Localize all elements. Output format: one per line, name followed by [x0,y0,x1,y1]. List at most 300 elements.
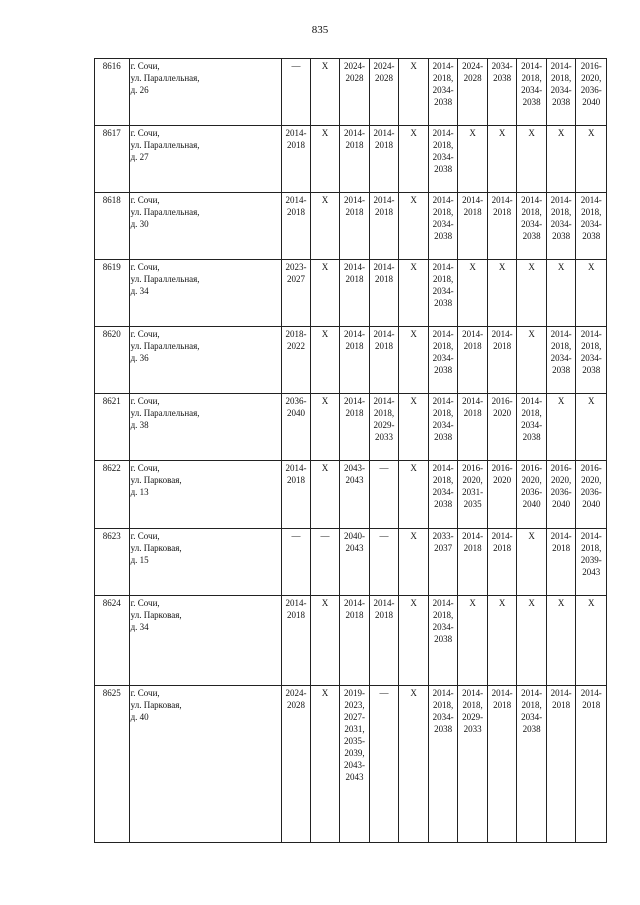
period-line: 2039, [344,748,365,758]
period-line: 2043- [344,463,366,473]
period-line: 2034- [521,712,543,722]
address-cell [129,59,282,126]
table-row [95,461,607,529]
period-cell [399,686,429,843]
period-cell [399,260,429,327]
period-cell [517,461,547,529]
period-line: 2014- [580,329,602,339]
address-cell [129,193,282,260]
period-line: 2024- [285,688,307,698]
period-line: 2014- [462,531,484,541]
period-line: 2038 [522,97,541,107]
period-cell [458,686,488,843]
address-line: г. Сочи, [130,329,160,339]
period-line: 2016- [491,463,513,473]
period-line: 2034- [521,219,543,229]
period-line: 2014- [344,329,366,339]
period-line: X [321,396,329,406]
period-cell [310,686,340,843]
period-line: 2018, [432,475,454,485]
address-line: ул. Параллельная, [130,408,200,418]
period-line: 2024- [344,61,366,71]
row-number-cell: 8620 [95,327,130,394]
period-cell [428,59,458,126]
period-line: 2018 [375,341,394,351]
address-line: д. 34 [130,286,149,296]
period-cell [458,260,488,327]
period-line: 2014- [432,195,454,205]
period-line: 2014- [521,195,543,205]
period-cell [517,126,547,193]
period-line: 2018, [581,207,602,217]
period-line: 2024- [373,61,395,71]
period-line: 2038 [552,365,571,375]
period-cell [487,260,517,327]
period-line: 2016- [580,463,602,473]
period-line: 2014- [550,688,572,698]
period-cell [310,461,340,529]
period-line: 2034- [521,85,543,95]
period-line: 2018 [463,543,482,553]
period-line: 2040 [287,408,306,418]
period-cell [282,260,311,327]
period-line: 2018, [432,274,454,284]
period-line: 2018, [521,207,542,217]
period-line: 2033- [432,531,454,541]
period-cell [282,686,311,843]
period-cell [458,126,488,193]
period-line: X [528,128,535,138]
period-line: — [291,531,301,541]
period-line: 2034- [550,353,572,363]
period-line: X [321,463,329,473]
period-line: 2014- [373,396,395,406]
period-line: 2014- [550,195,572,205]
period-cell [458,461,488,529]
period-line: 2035 [463,499,482,509]
period-line: 2018, [462,700,483,710]
period-cell [517,59,547,126]
period-line: 2014- [580,688,602,698]
period-cell [282,193,311,260]
period-line: 2014- [344,598,366,608]
period-line: 2014- [432,61,454,71]
period-line: 2036- [285,396,307,406]
address-line: д. 15 [130,555,149,565]
period-line: 2018 [345,207,364,217]
period-line: 2020 [493,475,512,485]
period-line: 2018 [345,610,364,620]
period-line: 2018 [287,207,306,217]
period-cell [458,59,488,126]
period-line: 2014- [550,61,572,71]
period-line: X [498,262,506,272]
period-cell [369,193,399,260]
period-line: 2014- [285,463,307,473]
period-cell [546,126,576,193]
period-line: X [410,688,417,698]
period-cell [458,596,488,686]
period-cell [487,596,517,686]
period-line: 2034- [491,61,513,71]
period-cell [399,193,429,260]
period-line: 2028 [345,73,364,83]
period-line: 2038 [552,97,571,107]
period-line: 2014- [344,128,366,138]
period-line: 2018 [345,140,364,150]
period-cell [428,686,458,843]
period-cell [487,686,517,843]
period-line: X [469,262,476,272]
period-line: 2043 [345,475,364,485]
period-cell [340,193,370,260]
period-line: 2038 [434,231,453,241]
period-cell [310,59,340,126]
period-cell [458,327,488,394]
period-cell [517,327,547,394]
period-cell [369,686,399,843]
period-cell [517,596,547,686]
period-line: 2034- [580,219,602,229]
period-line: 2018, [551,341,572,351]
period-cell [458,193,488,260]
period-cell [546,529,576,596]
period-line: 2034- [432,219,454,229]
period-line: 2031, [344,724,365,734]
period-line: 2018, [432,140,454,150]
address-line: д. 13 [130,487,149,497]
period-line: 2035- [344,736,366,746]
period-line: 2014- [373,195,395,205]
period-line: 2040 [522,499,541,509]
period-cell [369,59,399,126]
period-cell [282,126,311,193]
period-line: 2033 [463,724,482,734]
address-line: г. Сочи, [130,531,160,541]
period-cell [428,193,458,260]
period-line: 2024- [462,61,484,71]
period-cell [487,126,517,193]
period-cell [576,193,607,260]
table-row [95,126,607,193]
period-cell [487,193,517,260]
period-cell [399,461,429,529]
period-line: 2040 [582,97,601,107]
period-cell [340,59,370,126]
address-line: ул. Параллельная, [130,73,200,83]
table-row [95,529,607,596]
period-line: 2043 [345,772,364,782]
table-row [95,193,607,260]
period-line: 2014- [344,396,366,406]
period-line: 2014- [285,195,307,205]
period-line: 2018 [493,700,512,710]
period-cell [369,596,399,686]
period-cell [340,327,370,394]
period-line: 2018 [463,207,482,217]
period-line: 2034- [432,85,454,95]
row-number-cell: 8617 [95,126,130,193]
period-line: 2038 [522,231,541,241]
period-line: 2014- [432,598,454,608]
period-line: 2018 [493,341,512,351]
period-line: 2018, [551,207,572,217]
period-line: 2020 [493,408,512,418]
address-line: г. Сочи, [130,396,160,406]
period-line: X [557,598,565,608]
period-line: 2020, [551,475,572,485]
address-line: д. 36 [130,353,149,363]
period-line: 2014- [491,195,513,205]
period-cell [576,596,607,686]
period-line: 2038 [434,724,453,734]
period-line: 2014- [580,531,602,541]
period-line: — [320,531,330,541]
period-line: X [321,61,329,71]
period-line: 2039- [580,555,602,565]
period-line: 2016- [550,463,572,473]
period-line: 2034- [432,712,454,722]
page-number: 835 [311,24,329,36]
period-line: X [587,262,595,272]
period-cell [428,394,458,461]
period-cell [399,394,429,461]
period-line: 2034- [432,622,454,632]
period-cell [399,126,429,193]
period-cell [282,596,311,686]
period-cell [487,394,517,461]
period-line: 2018, [521,700,542,710]
period-line: 2036- [580,85,602,95]
period-line: 2034- [432,353,454,363]
period-line: 2014- [550,329,572,339]
period-cell [340,686,370,843]
period-line: X [321,262,329,272]
address-line: ул. Параллельная, [130,207,200,217]
period-cell [458,394,488,461]
period-line: 2038 [434,97,453,107]
period-cell [576,126,607,193]
period-cell [546,193,576,260]
period-line: 2038 [522,724,541,734]
period-line: 2016- [462,463,484,473]
period-line: — [379,463,389,473]
period-line: 2014- [491,329,513,339]
period-line: 2018, [432,610,454,620]
period-line: 2040 [582,499,601,509]
period-cell [399,596,429,686]
period-cell [487,529,517,596]
period-line: 2018 [552,700,571,710]
address-cell [129,394,282,461]
period-line: 2038 [434,164,453,174]
period-line: 2034- [580,353,602,363]
address-line: г. Сочи, [130,61,160,71]
period-line: 2014- [373,598,395,608]
period-cell [517,260,547,327]
period-cell [369,529,399,596]
period-line: 2014- [344,195,366,205]
period-cell [282,394,311,461]
address-line: ул. Парковая, [130,610,182,620]
address-line: д. 26 [130,85,149,95]
period-line: 2038 [434,298,453,308]
address-line: г. Сочи, [130,598,160,608]
period-cell [576,327,607,394]
period-line: 2018 [287,140,306,150]
period-line: 2018 [493,543,512,553]
period-line: 2038 [582,231,601,241]
period-cell [576,529,607,596]
address-line: ул. Параллельная, [130,140,200,150]
period-cell [340,529,370,596]
period-cell [517,686,547,843]
period-cell [546,327,576,394]
period-line: X [528,329,535,339]
address-cell [129,260,282,327]
row-number-cell: 8618 [95,193,130,260]
period-line: 2014- [521,396,543,406]
period-line: 2014- [432,329,454,339]
period-line: 2043 [345,543,364,553]
period-cell [282,59,311,126]
period-line: 2018 [287,475,306,485]
period-line: 2016- [521,463,543,473]
period-line: — [291,61,301,71]
period-cell [576,59,607,126]
address-line: д. 27 [130,152,149,162]
period-cell [310,126,340,193]
period-line: X [410,195,417,205]
address-cell [129,126,282,193]
period-line: 2014- [432,463,454,473]
period-line: 2014- [580,195,602,205]
period-cell [369,126,399,193]
address-line: г. Сочи, [130,195,160,205]
row-number-cell: 8616 [95,59,130,126]
period-cell [340,394,370,461]
period-line: 2029- [373,420,395,430]
period-cell [310,260,340,327]
period-line: 2016- [491,396,513,406]
period-line: X [557,128,565,138]
address-line: д. 30 [130,219,149,229]
table-row [95,260,607,327]
period-cell [340,126,370,193]
period-line: 2040 [552,499,571,509]
period-cell [517,394,547,461]
period-line: X [498,128,506,138]
period-line: 2020, [521,475,542,485]
period-line: X [410,61,417,71]
period-line: 2034- [550,85,572,95]
period-line: 2023, [344,700,365,710]
period-line: 2034- [432,286,454,296]
period-line: X [528,531,535,541]
period-line: 2033 [375,432,394,442]
period-cell [546,394,576,461]
period-line: X [410,262,417,272]
period-cell [310,596,340,686]
period-cell [546,686,576,843]
period-cell [546,461,576,529]
address-line: ул. Парковая, [130,700,182,710]
period-line: 2016- [580,61,602,71]
table-row [95,686,607,843]
period-line: X [557,262,565,272]
period-cell [369,327,399,394]
period-line: 2027- [344,712,366,722]
period-line: 2018 [375,140,394,150]
period-line: 2031- [462,487,484,497]
period-line: 2018 [345,341,364,351]
period-line: 2014- [521,688,543,698]
table-row [95,596,607,686]
period-line: 2040- [344,531,366,541]
row-number-cell: 8623 [95,529,130,596]
period-cell [369,260,399,327]
period-line: 2014- [432,262,454,272]
period-line: 2014- [521,61,543,71]
row-number-cell: 8619 [95,260,130,327]
period-line: X [469,128,476,138]
period-cell [546,59,576,126]
period-line: 2018, [373,408,395,418]
period-cell [399,59,429,126]
period-line: 2028 [463,73,482,83]
address-line: ул. Парковая, [130,543,182,553]
period-cell [487,59,517,126]
row-number-cell: 8625 [95,686,130,843]
period-line: 2014- [373,128,395,138]
period-line: 2036- [521,487,543,497]
period-line: 2014- [373,329,395,339]
period-line: 2014- [491,531,513,541]
period-line: 2028 [375,73,394,83]
row-number-cell: 8621 [95,394,130,461]
period-cell [428,461,458,529]
address-line: г. Сочи, [130,688,160,698]
period-line: 2038 [434,432,453,442]
period-line: 2018 [375,274,394,284]
period-line: 2038 [434,634,453,644]
period-cell [576,686,607,843]
period-cell [340,461,370,529]
period-line: 2020, [581,73,602,83]
period-line: 2014- [462,688,484,698]
period-line: 2037 [434,543,453,553]
period-line: 2034- [432,487,454,497]
period-line: 2014- [285,598,307,608]
address-cell [129,529,282,596]
period-cell [399,529,429,596]
table-row [95,59,607,126]
period-cell [340,596,370,686]
period-line: 2018, [551,73,572,83]
address-line: ул. Параллельная, [130,341,200,351]
period-line: 2018 [493,207,512,217]
period-line: 2014- [462,396,484,406]
period-cell [428,327,458,394]
period-line: 2022 [287,341,306,351]
period-line: 2034- [550,219,572,229]
period-line: 2018 [463,341,482,351]
period-line: 2018 [287,610,306,620]
period-line: X [587,598,595,608]
period-cell [546,260,576,327]
period-line: 2036- [550,487,572,497]
period-line: 2018, [581,543,602,553]
